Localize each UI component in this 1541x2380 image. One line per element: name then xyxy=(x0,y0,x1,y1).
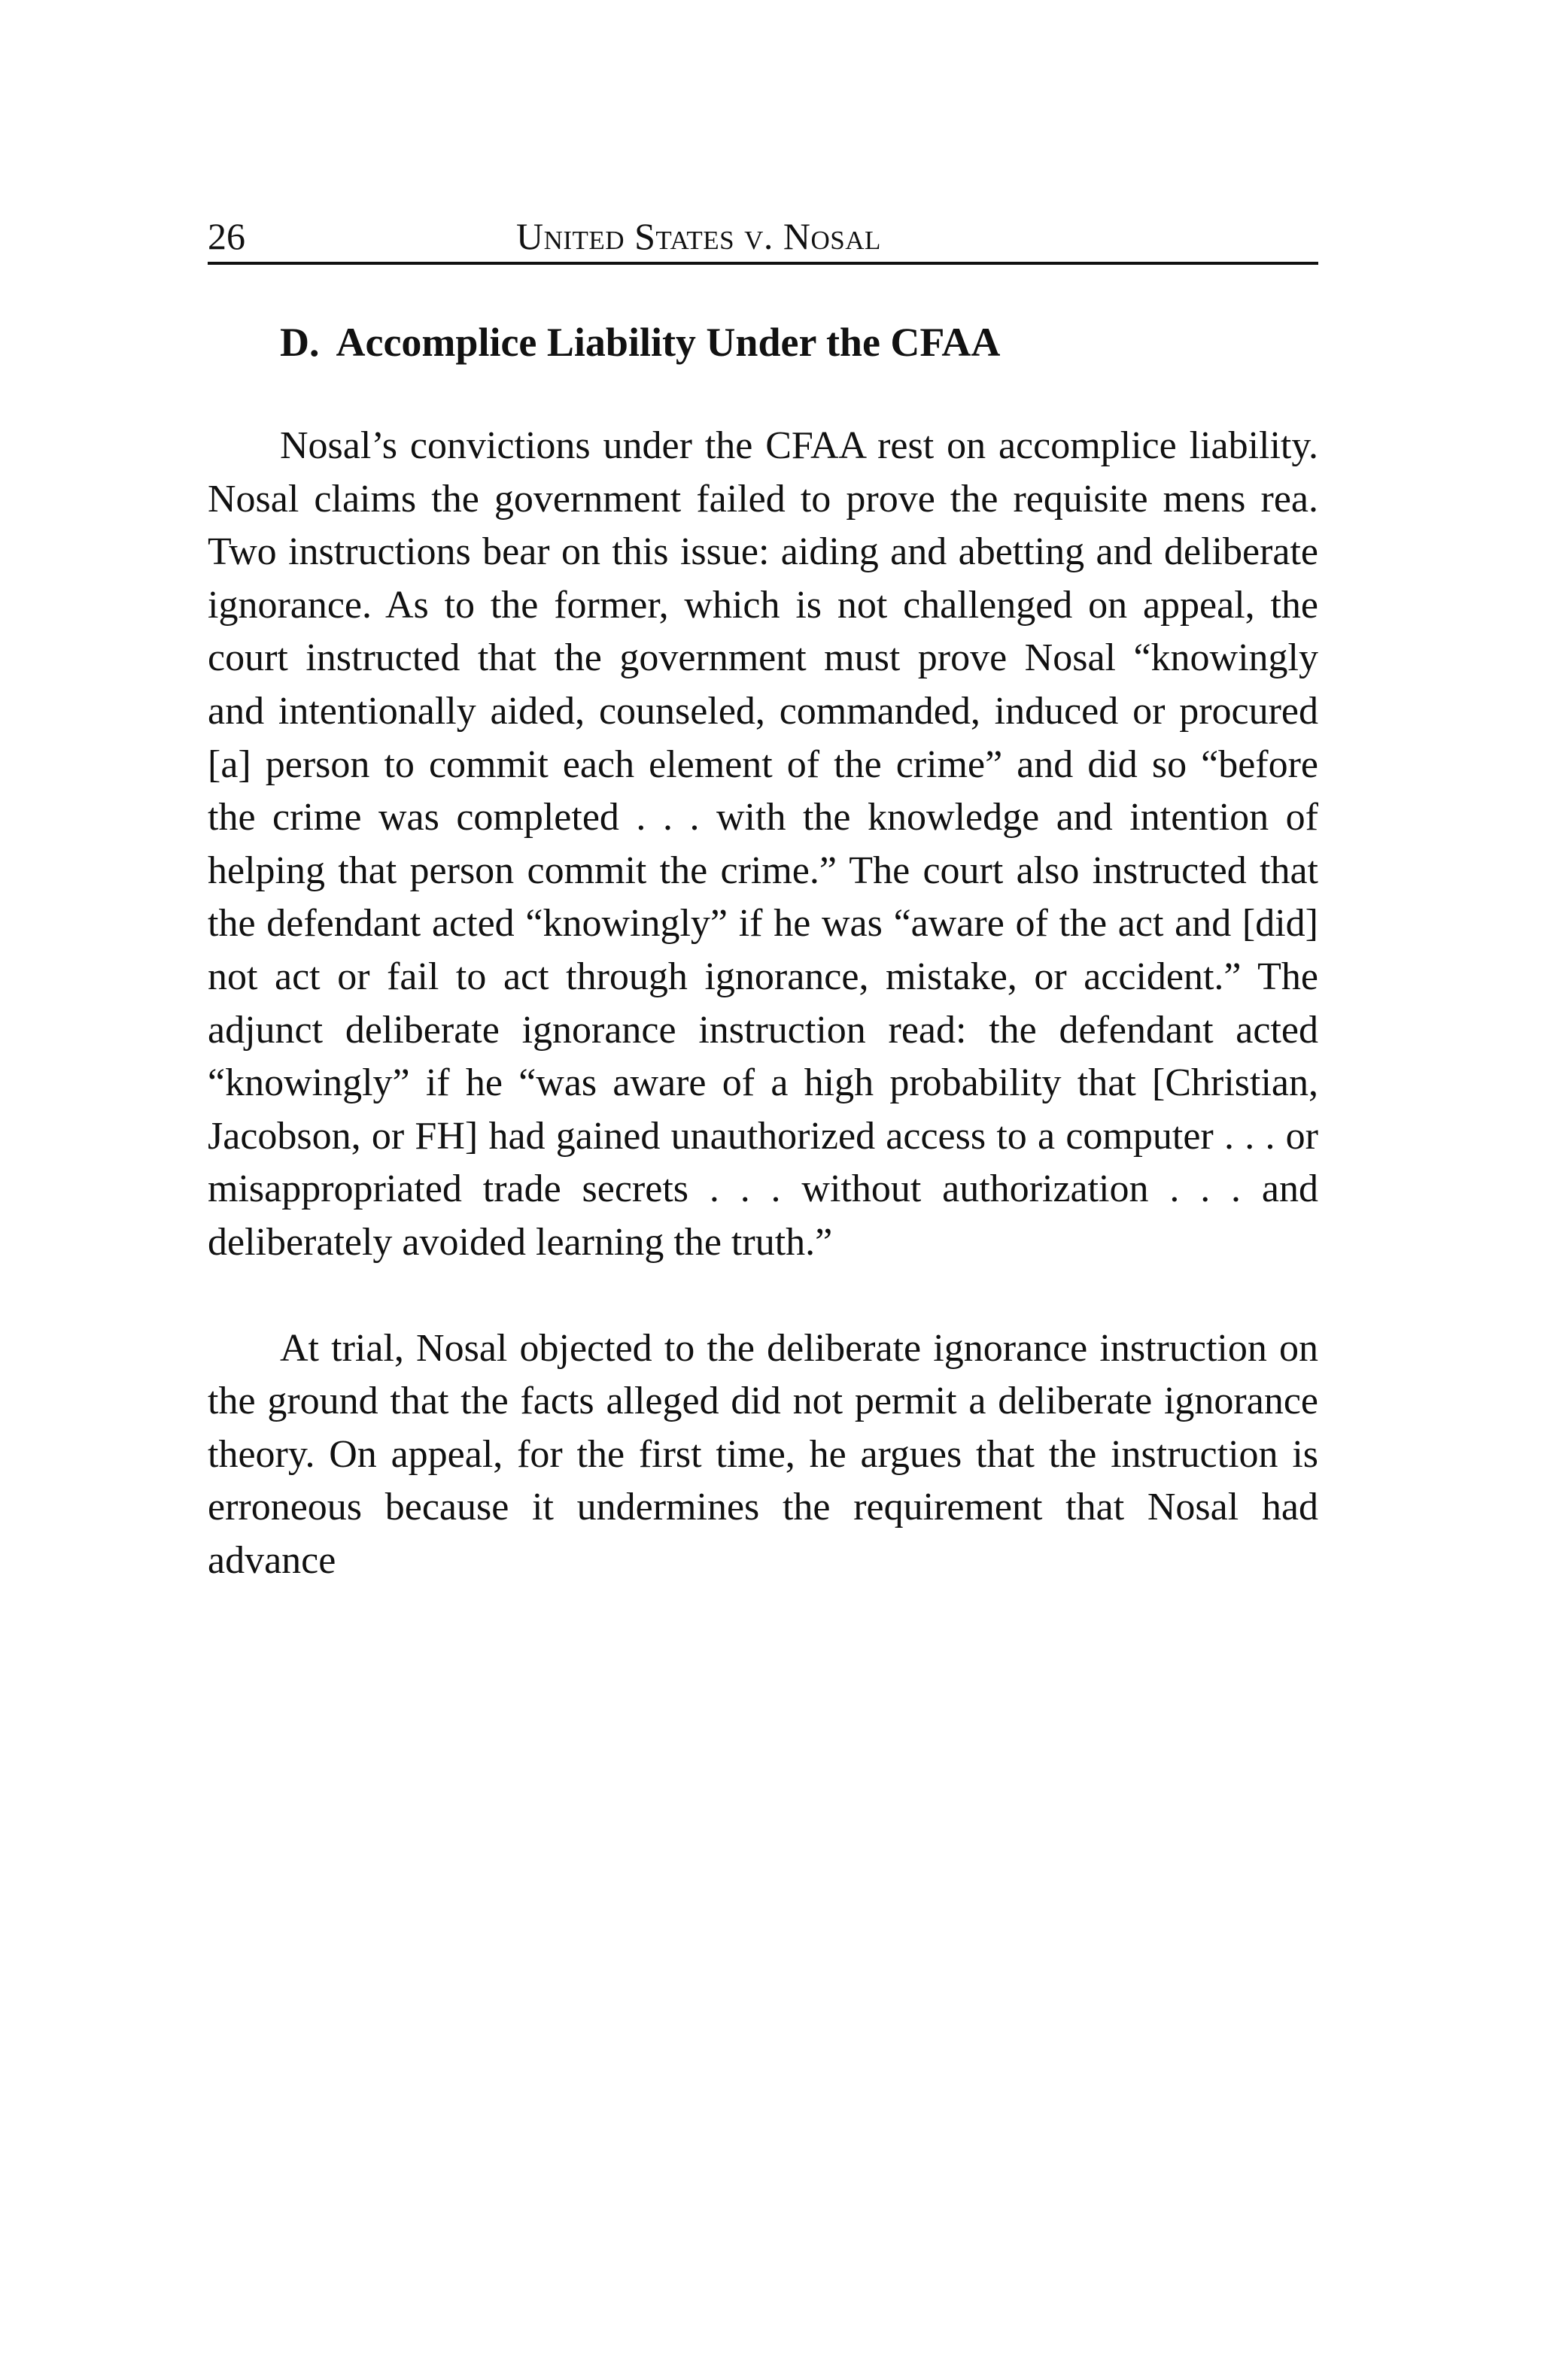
section-heading xyxy=(280,316,1000,369)
paragraph-trial-objection: At trial, Nosal objected to the deliberate ignorance instruction on the ground that the facts alleged did not permit a deliberate ignorance theory. On appeal, for the first time, he argues that the instruction is erroneous because it undermines the requirement that Nosal had advance xyxy=(208,1326,1318,1582)
section-letter: D. xyxy=(280,320,320,365)
running-header xyxy=(208,211,1318,265)
page-number: 26 xyxy=(208,215,245,257)
case-title: United States v. Nosal xyxy=(516,215,881,257)
paragraph-accomplice-liability: Nosal’s convictions under the CFAA rest on accomplice liability. Nosal claims the government failed to prove the requisite mens rea. Two instructions bear on this issue: aiding and abetting and deliberate ignorance. As to the former, which is not challenged on appeal, the court instructed that the government must prove Nosal “knowingly and intentionally aided, counseled, commanded, induced or procured [a] person to commit each element of the crime” and did so “before the crime was completed . . . with the knowledge and intention of helping that person commit the crime.” The court also instructed that the defendant acted “knowingly” if he was “aware of the act and [did] not act or fail to act through ignorance, mistake, or accident.” The adjunct deliberate ignorance instruction read: the defendant acted “knowingly” if he “was aware of a high probability that [Christian, Jacobson, or FH] had gained unauthorized access to a computer . . . or misappropriated trade secrets . . . without authorization . . . and deliberately avoided learning the truth.” xyxy=(208,424,1318,1264)
body-text xyxy=(208,420,1318,1587)
document-page xyxy=(208,211,1318,1582)
section-title: Accomplice Liability Under the CFAA xyxy=(336,320,1001,365)
